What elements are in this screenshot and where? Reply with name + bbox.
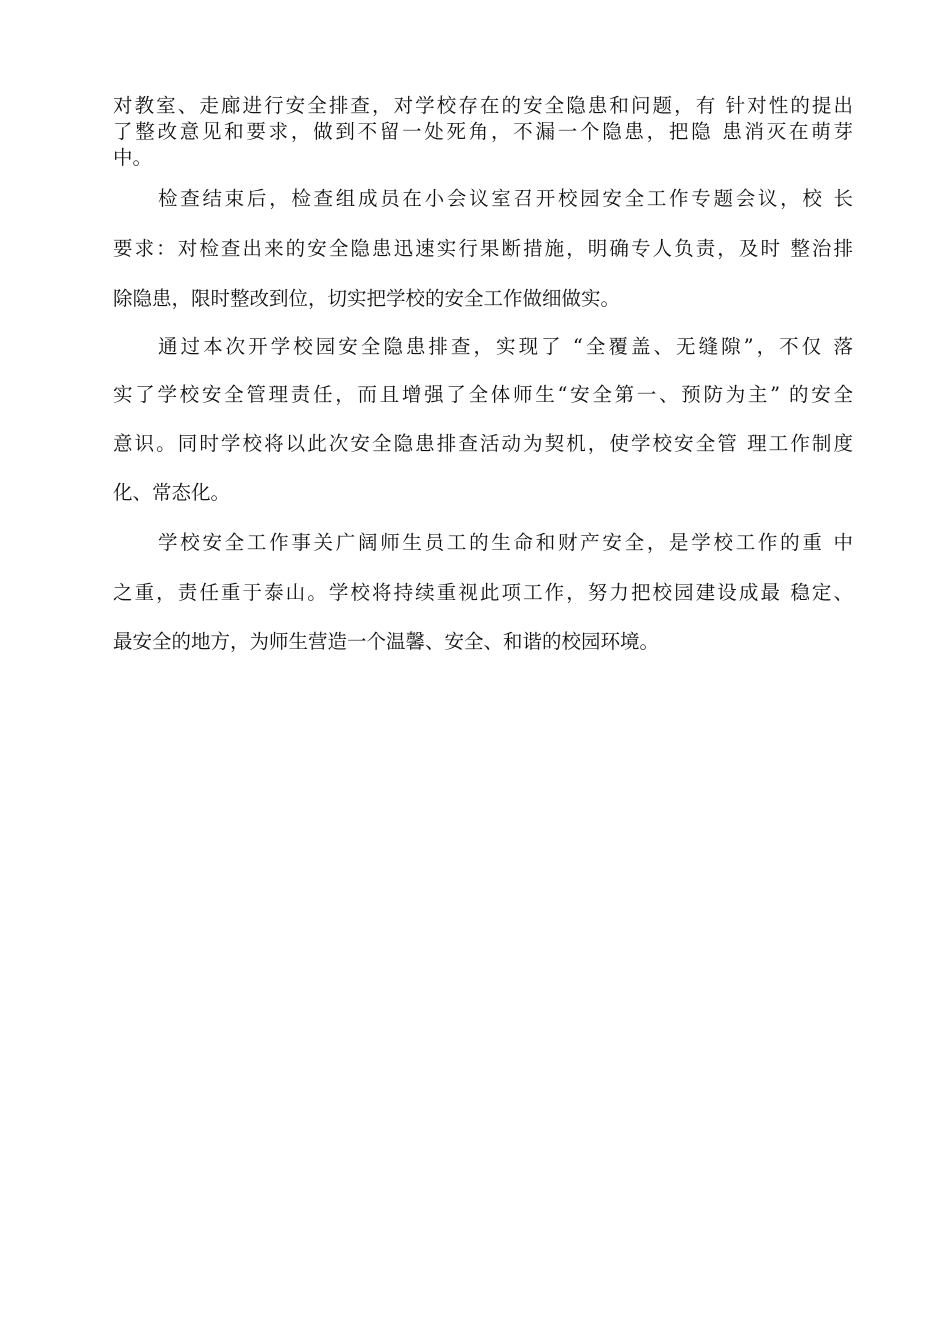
paragraph-line: 中。 [113,146,153,169]
paragraph-line: 之重，责任重于泰山。学校将持续重视此项工作，努力把校园建设成最 稳定、 [113,581,853,604]
paragraph-line: 对教室、走廊进行安全排查，对学校存在的安全隐患和问题，有 针对性的提出 [113,94,853,117]
paragraph-line: 除隐患，限时整改到位，切实把学校的安全工作做细做实。 [113,287,621,310]
paragraph-line: 学校安全工作事关广阔师生员工的生命和财产安全，是学校工作的重 中 [158,531,853,554]
paragraph-line: 通过本次开学校园安全隐患排查，实现了 “全覆盖、无缝隙”，不仅 落 [158,335,853,358]
paragraph-line: 化、常态化。 [113,481,231,504]
paragraph-line: 检查结束后，检查组成员在小会议室召开校园安全工作专题会议，校 长 [158,187,853,210]
paragraph-line: 最安全的地方，为师生营造一个温馨、安全、和谐的校园环境。 [113,630,660,653]
paragraph-line: 要求：对检查出来的安全隐患迅速实行果断措施，明确专人负责，及时 整治排 [113,237,853,260]
paragraph-line: 意识。同时学校将以此次安全隐患排查活动为契机，使学校安全管 理工作制度 [113,432,853,455]
paragraph-line: 实了学校安全管理责任，而且增强了全体师生“安全第一、预防为主” 的安全 [113,383,853,406]
paragraph-line: 了整改意见和要求，做到不留一处死角，不漏一个隐患，把隐 患消灭在萌芽 [113,120,853,143]
